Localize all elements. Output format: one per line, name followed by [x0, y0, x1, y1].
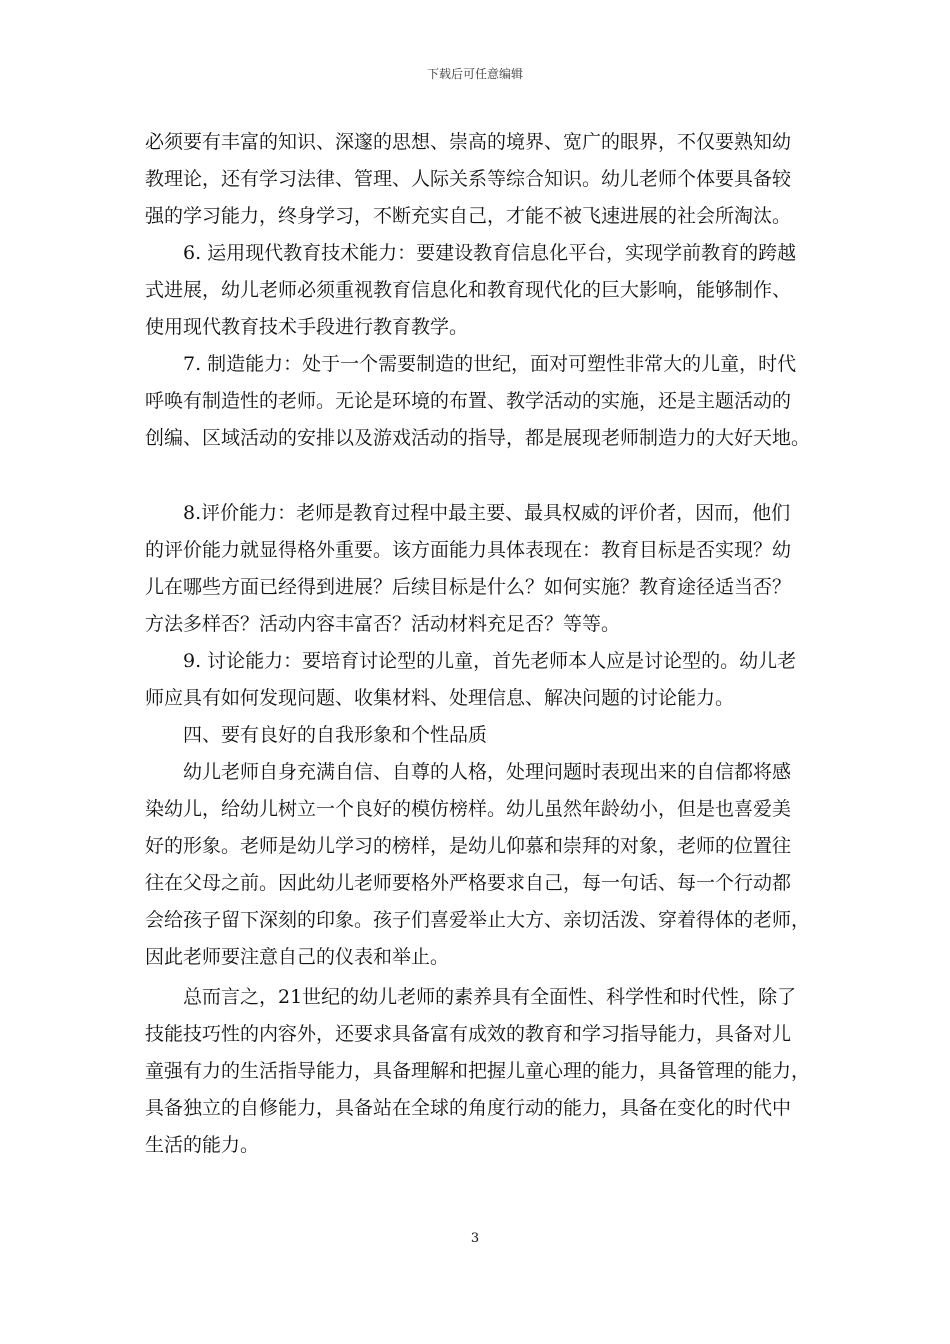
paragraph-line: 幼儿老师自身充满自信、自尊的人格，处理问题时表现出来的自信都将感	[183, 761, 792, 783]
paragraph-line: 会给孩子留下深刻的印象。孩子们喜爱举止大方、亲切活泼、穿着得体的老师，	[145, 909, 811, 931]
paragraph-line: 8.评价能力：老师是教育过程中最主要、最具权威的评价者，因而，他们	[183, 502, 791, 524]
paragraph-line: 6. 运用现代教育技术能力：要建设教育信息化平台，实现学前教育的跨越	[183, 242, 797, 264]
paragraph-line: 具备独立的自修能力，具备站在全球的角度行动的能力，具备在变化的时代中	[145, 1097, 792, 1119]
section-heading: 四、要有良好的自我形象和个性品质	[183, 724, 488, 746]
paragraph-line: 往在父母之前。因此幼儿老师要格外严格要求自己，每一句话、每一个行动都	[145, 872, 792, 894]
page-header: 下载后可任意编辑	[426, 67, 523, 81]
paragraph-line: 技能技巧性的内容外，还要求具备富有成效的教育和学习指导能力，具备对儿	[145, 1023, 792, 1045]
paragraph-line: 因此老师要注意自己的仪表和举止。	[145, 946, 450, 968]
paragraph-line: 9. 讨论能力：要培育讨论型的儿童，首先老师本人应是讨论型的。幼儿老	[183, 650, 797, 672]
paragraph-line: 的评价能力就显得格外重要。该方面能力具体表现在：教育目标是否实现？幼	[145, 539, 792, 561]
paragraph-line: 好的形象。老师是幼儿学习的榜样，是幼儿仰慕和崇拜的对象，老师的位置往	[145, 835, 792, 857]
paragraph-line: 教理论，还有学习法律、管理、人际关系等综合知识。幼儿老师个体要具备较	[145, 168, 792, 190]
paragraph-line: 式进展，幼儿老师必须重视教育信息化和教育现代化的巨大影响，能够制作、	[145, 279, 792, 301]
paragraph-line: 染幼儿，给幼儿树立一个良好的模仿榜样。幼儿虽然年龄幼小，但是也喜爱美	[145, 798, 792, 820]
paragraph-line: 生活的能力。	[145, 1134, 260, 1156]
paragraph-line: 使用现代教育技术手段进行教育教学。	[145, 316, 469, 338]
paragraph-line: 强的学习能力，终身学习，不断充实自己，才能不被飞速进展的社会所淘汰。	[145, 205, 792, 227]
paragraph-line: 7. 制造能力：处于一个需要制造的世纪，面对可塑性非常大的儿童，时代	[183, 353, 797, 375]
page-number: 3	[470, 1231, 480, 1246]
paragraph-line: 儿在哪些方面已经得到进展？后续目标是什么？如何实施？教育途径适当否？	[145, 576, 792, 598]
paragraph-line: 童强有力的生活指导能力，具备理解和把握儿童心理的能力，具备管理的能力，	[145, 1060, 811, 1082]
paragraph-line: 师应具有如何发现问题、收集材料、处理信息、解决问题的讨论能力。	[145, 687, 735, 709]
paragraph-line: 方法多样否？活动内容丰富否？活动材料充足否？等等。	[145, 613, 621, 635]
paragraph-line: 呼唤有制造性的老师。无论是环境的布置、教学活动的实施，还是主题活动的	[145, 390, 792, 412]
paragraph-line: 总而言之，21世纪的幼儿老师的素养具有全面性、科学性和时代性，除了	[183, 986, 797, 1008]
paragraph-line: 必须要有丰富的知识、深邃的思想、崇高的境界、宽广的眼界，不仅要熟知幼	[145, 131, 792, 153]
paragraph-line: 创编、区域活动的安排以及游戏活动的指导，都是展现老师制造力的大好天地。	[145, 427, 811, 449]
